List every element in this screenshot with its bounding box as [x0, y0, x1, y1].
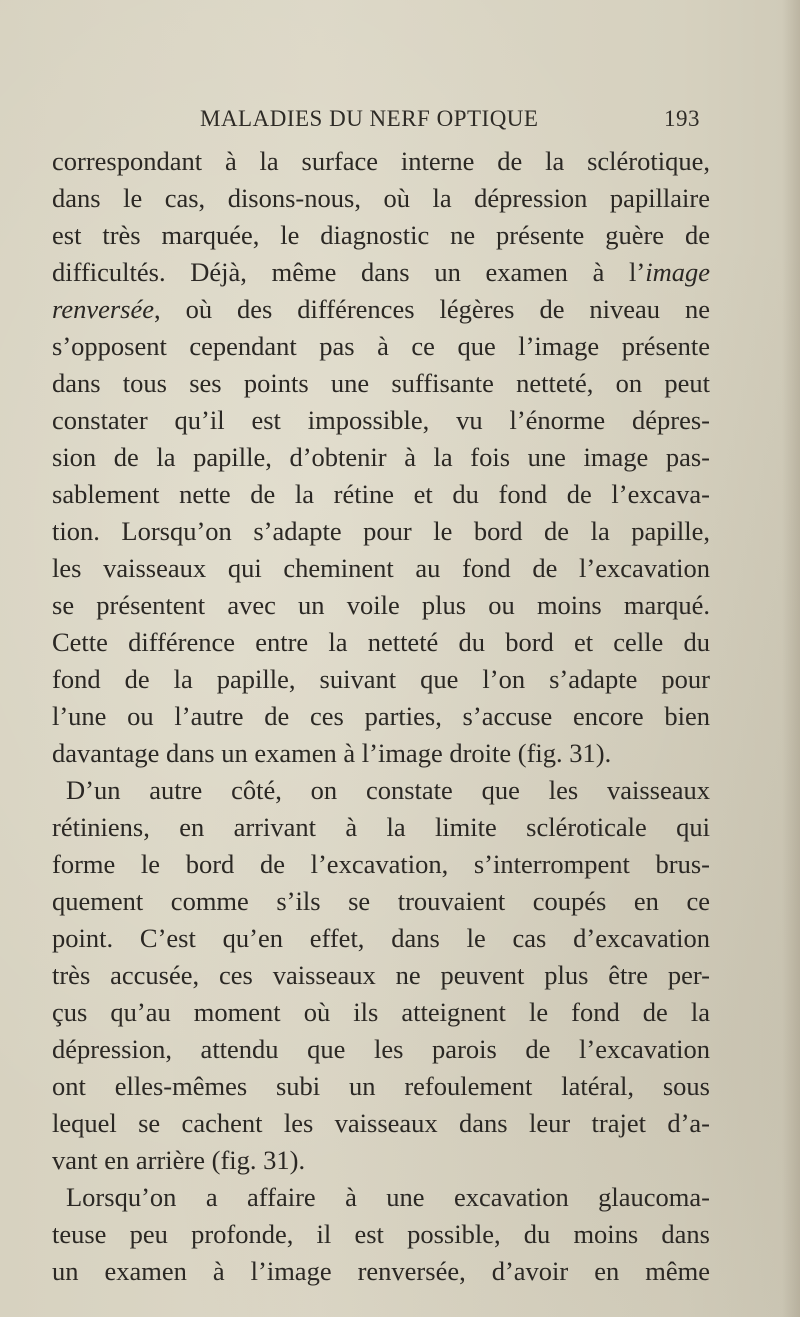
- text-line: teuse peu profonde, il est possible, du moins dans: [52, 1219, 710, 1249]
- running-title: MALADIES DU NERF OPTIQUE: [200, 106, 539, 131]
- text-line: Lorsqu’on a affaire à une excavation glaucoma-: [66, 1182, 710, 1212]
- text-line: [52, 291, 710, 328]
- text-line: Cette différence entre la netteté du bord et celle du: [52, 627, 710, 657]
- italic-text: image: [645, 257, 710, 287]
- text-line: dépression, attendu que les parois de l’excavation: [52, 1034, 710, 1064]
- text-line: dans tous ses points une suffisante netteté, on peut: [52, 368, 710, 398]
- text-line: un examen à l’image renversée, d’avoir en même: [52, 1256, 710, 1286]
- text-line: se présentent avec un voile plus ou moins marqué.: [52, 590, 710, 620]
- text-line: [52, 254, 710, 291]
- text-line: très accusée, ces vaisseaux ne peuvent plus être per-: [52, 960, 710, 990]
- text-segment: difficultés. Déjà, même dans un examen à l’: [52, 257, 646, 287]
- text-line: fond de la papille, suivant que l’on s’adapte pour: [52, 664, 710, 694]
- text-line: sablement nette de la rétine et du fond de l’excava-: [52, 479, 710, 509]
- italic-text: renversée: [52, 294, 155, 324]
- running-head: [200, 106, 700, 136]
- text-line: çus qu’au moment où ils atteignent le fond de la: [52, 997, 710, 1027]
- body-text: [52, 143, 710, 1290]
- text-line: est très marquée, le diagnostic ne présente guère de: [52, 220, 710, 250]
- text-line: tion. Lorsqu’on s’adapte pour le bord de la papille,: [52, 516, 710, 546]
- text-line: ont elles-mêmes subi un refoulement latéral, sous: [52, 1071, 710, 1101]
- page-number: 193: [664, 106, 700, 131]
- text-line: quement comme s’ils se trouvaient coupés en ce: [52, 886, 710, 916]
- text-line: correspondant à la surface interne de la sclérotique,: [52, 146, 710, 176]
- text-line: forme le bord de l’excavation, s’interrompent brus-: [52, 849, 710, 879]
- page-edge-shadow: [782, 0, 800, 1317]
- text-line: s’opposent cependant pas à ce que l’image présente: [52, 331, 710, 361]
- text-line: rétiniens, en arrivant à la limite scléroticale qui: [52, 812, 710, 842]
- text-line: lequel se cachent les vaisseaux dans leur trajet d’a-: [52, 1108, 710, 1138]
- text-line: D’un autre côté, on constate que les vaisseaux: [66, 775, 710, 805]
- text-line: sion de la papille, d’obtenir à la fois une image pas-: [52, 442, 710, 472]
- text-line: davantage dans un examen à l’image droite (fig. 31).: [52, 738, 612, 768]
- text-line: point. C’est qu’en effet, dans le cas d’excavation: [52, 923, 710, 953]
- text-line: dans le cas, disons-nous, où la dépression papillaire: [52, 183, 710, 213]
- text-segment: , où des différences légères de niveau ne: [154, 294, 710, 324]
- text-line: l’une ou l’autre de ces parties, s’accuse encore bien: [52, 701, 710, 731]
- text-line: vant en arrière (fig. 31).: [52, 1145, 306, 1175]
- text-line: les vaisseaux qui cheminent au fond de l’excavation: [52, 553, 710, 583]
- text-line: constater qu’il est impossible, vu l’énorme dépres-: [52, 405, 710, 435]
